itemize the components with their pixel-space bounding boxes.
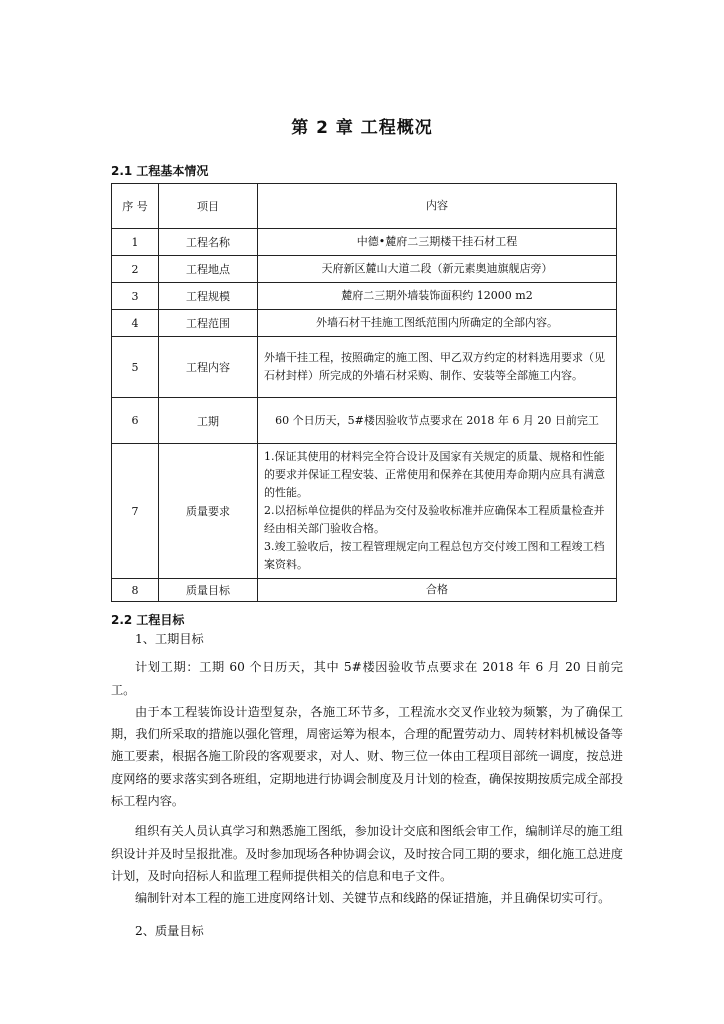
row-item: 工程名称 <box>159 229 258 256</box>
section-body <box>111 628 623 942</box>
table-row <box>112 310 617 337</box>
row-no: 2 <box>112 256 159 283</box>
header-no: 序 号 <box>112 184 159 229</box>
table-row <box>112 337 617 398</box>
row-item: 工程范围 <box>159 310 258 337</box>
header-content: 内容 <box>258 184 617 229</box>
page-title: 第 2 章 工程概况 <box>291 118 433 138</box>
row-no: 8 <box>112 579 159 602</box>
row-content: 外墙干挂工程，按照确定的施工图、甲乙双方约定的材料选用要求（见石材封样）所完成的外墙石材采购、制作、安装等全部施工内容。 <box>258 337 617 398</box>
row-content: 外墙石材干挂施工图纸范围内所确定的全部内容。 <box>258 310 617 337</box>
row-item: 工期 <box>159 398 258 444</box>
table-row <box>112 256 617 283</box>
row-no: 5 <box>112 337 159 398</box>
paragraph: 由于本工程装饰设计造型复杂，各施工环节多，工程流水交叉作业较为频繁，为了确保工期，我们所采取的措施以强化管理，周密运筹为根本，合理的配置劳动力、周转材料机械设备等施工要素，根据各施工阶段的客观要求，对人、财、物三位一体由工程项目部统一调度，按总进度网络的要求落实到各班组，定期地进行协调会制度及月计划的检查，确保按期按质完成全部投标工程内容。 <box>111 704 623 809</box>
row-content: 麓府二三期外墙装饰面积约 12000 m2 <box>258 283 617 310</box>
paragraph: 编制针对本工程的施工进度网络计划、关键节点和线路的保证措施，并且确保切实可行。 <box>135 891 611 906</box>
row-no: 1 <box>112 229 159 256</box>
subheading-schedule-goal: 1、工期目标 <box>135 632 204 646</box>
row-item: 工程规模 <box>159 283 258 310</box>
table-row <box>112 283 617 310</box>
quality-requirement-3: 3.竣工验收后，按工程管理规定向工程总包方交付竣工图和工程竣工档案资料。 <box>264 540 605 571</box>
row-content <box>258 444 617 579</box>
row-item: 质量目标 <box>159 579 258 602</box>
paragraph: 组织有关人员认真学习和熟悉施工图纸，参加设计交底和图纸会审工作，编制详尽的施工组织设计并及时呈报批准。及时参加现场各种协调会议，及时按合同工期的要求，细化施工总进度计划，及时向招标人和监理工程师提供相关的信息和电子文件。 <box>111 824 623 883</box>
table-row <box>112 229 617 256</box>
table-row <box>112 579 617 602</box>
section-heading-2-1: 2.1 工程基本情况 <box>111 164 209 178</box>
row-item: 工程地点 <box>159 256 258 283</box>
row-no: 4 <box>112 310 159 337</box>
quality-requirement-2: 2.以招标单位提供的样品为交付及验收标准并应确保本工程质量检查并经由相关部门验收合格。 <box>264 504 605 535</box>
row-no: 6 <box>112 398 159 444</box>
row-item: 质量要求 <box>159 444 258 579</box>
quality-requirement-1: 1.保证其使用的材料完全符合设计及国家有关规定的质量、规格和性能的要求并保证工程安装、正常使用和保养在其使用寿命期内应具有满意的性能。 <box>264 450 605 499</box>
row-no: 7 <box>112 444 159 579</box>
subheading-quality-goal: 2、质量目标 <box>135 923 204 938</box>
project-info-table <box>111 183 617 602</box>
table-header-row <box>112 184 617 229</box>
row-content: 合格 <box>258 579 617 602</box>
paragraph: 计划工期：工期 60 个日历天，其中 5#楼因验收节点要求在 2018 年 6 月 20 日前完工。 <box>111 660 623 697</box>
table-row <box>112 398 617 444</box>
row-no: 3 <box>112 283 159 310</box>
row-item: 工程内容 <box>159 337 258 398</box>
section-heading-2-2: 2.2 工程目标 <box>111 613 185 627</box>
table-row <box>112 444 617 579</box>
row-content: 中德•麓府二三期楼干挂石材工程 <box>258 229 617 256</box>
header-item: 项目 <box>159 184 258 229</box>
row-content: 天府新区麓山大道二段（新元素奥迪旗舰店旁） <box>258 256 617 283</box>
row-content: 60 个日历天，5#楼因验收节点要求在 2018 年 6 月 20 日前完工 <box>258 398 617 444</box>
